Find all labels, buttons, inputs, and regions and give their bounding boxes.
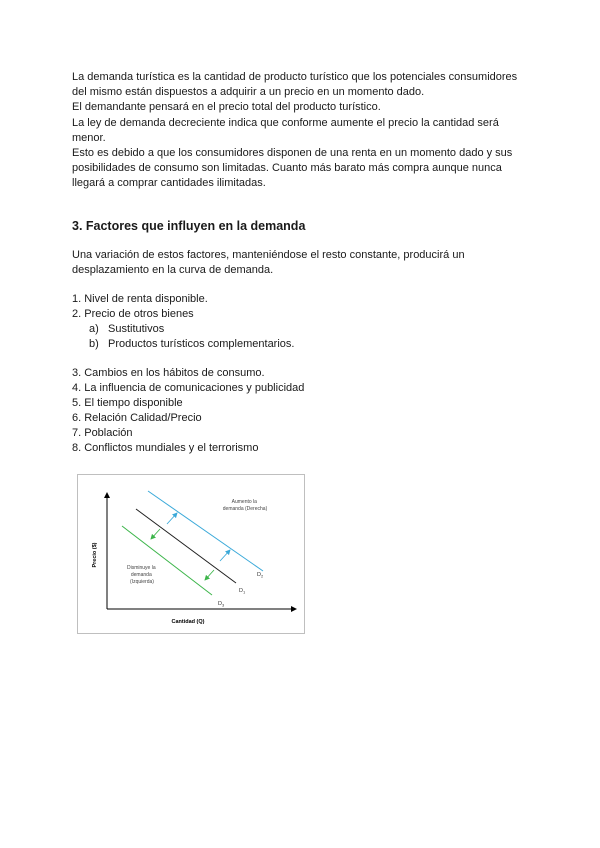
list-item: 7. Población (72, 426, 133, 439)
shift-right-arrow-upper (167, 513, 177, 524)
document-page (72, 70, 532, 456)
section-heading: 3. Factores que influyen en la demanda (72, 218, 306, 233)
curve-label-d1: $D_1$ (239, 588, 246, 595)
intro-text (72, 70, 532, 192)
shift-left-arrow-lower (205, 570, 214, 580)
increase-demand-label: Aumento la demanda (Derecha) (222, 499, 268, 512)
sublist-item (89, 322, 532, 337)
section-intro: Una variación de estos factores, manteniéndose el resto constante, producirá un desplazamiento en la curva de demanda. (72, 248, 465, 276)
demand-shift-diagram (77, 474, 305, 634)
factors-list (72, 292, 532, 352)
list-item: 2. Precio de otros bienes (72, 307, 194, 320)
subfactors-list (72, 322, 532, 352)
list-item: 6. Relación Calidad/Precio (72, 411, 202, 424)
shift-left-arrow-upper (151, 529, 160, 539)
list-item: 4. La influencia de comunicaciones y publicidad (72, 381, 305, 394)
shift-right-arrow-lower (220, 550, 230, 561)
intro-paragraph-4: Esto es debido a que los consumidores disponen de una renta en un momento dado y sus posibilidades de consumo son limitadas. Cuanto más barato más compra aunque nunca llegará a comprar cantidades ilimitadas. (72, 147, 513, 190)
intro-paragraph-1: La demanda turística es la cantidad de producto turístico que los potenciales consumidores del mismo están dispuestos a adquirir a un precio en un momento dado. (72, 71, 518, 99)
intro-paragraph-2: El demandante pensará en el precio total del producto turístico. (72, 101, 381, 114)
curve-label-d3: $D_3$ (218, 601, 225, 608)
factors-list-continued (72, 366, 532, 456)
curve-label-d2: $D_2$ (257, 572, 264, 579)
sublist-marker: b) (89, 337, 99, 350)
diagram-svg (78, 475, 304, 633)
sublist-marker: a) (89, 322, 99, 335)
intro-paragraph-3: La ley de demanda decreciente indica que conforme aumente el precio la cantidad será menor. (72, 116, 499, 144)
sublist-container (72, 322, 532, 352)
list-item: 3. Cambios en los hábitos de consumo. (72, 366, 265, 379)
y-axis-label: Precio ($) (92, 542, 98, 568)
sublist-item (89, 337, 532, 352)
x-axis-label: Cantidad (Q) (171, 619, 205, 625)
list-item: 5. El tiempo disponible (72, 396, 183, 409)
sublist-text: Productos turísticos complementarios. (108, 337, 295, 350)
list-item: 8. Conflictos mundiales y el terrorismo (72, 441, 259, 454)
decrease-demand-label: Disminuye la demanda (Izquierda) (126, 565, 156, 585)
list-item: 1. Nivel de renta disponible. (72, 292, 208, 305)
sublist-text: Sustitutivos (108, 322, 165, 335)
